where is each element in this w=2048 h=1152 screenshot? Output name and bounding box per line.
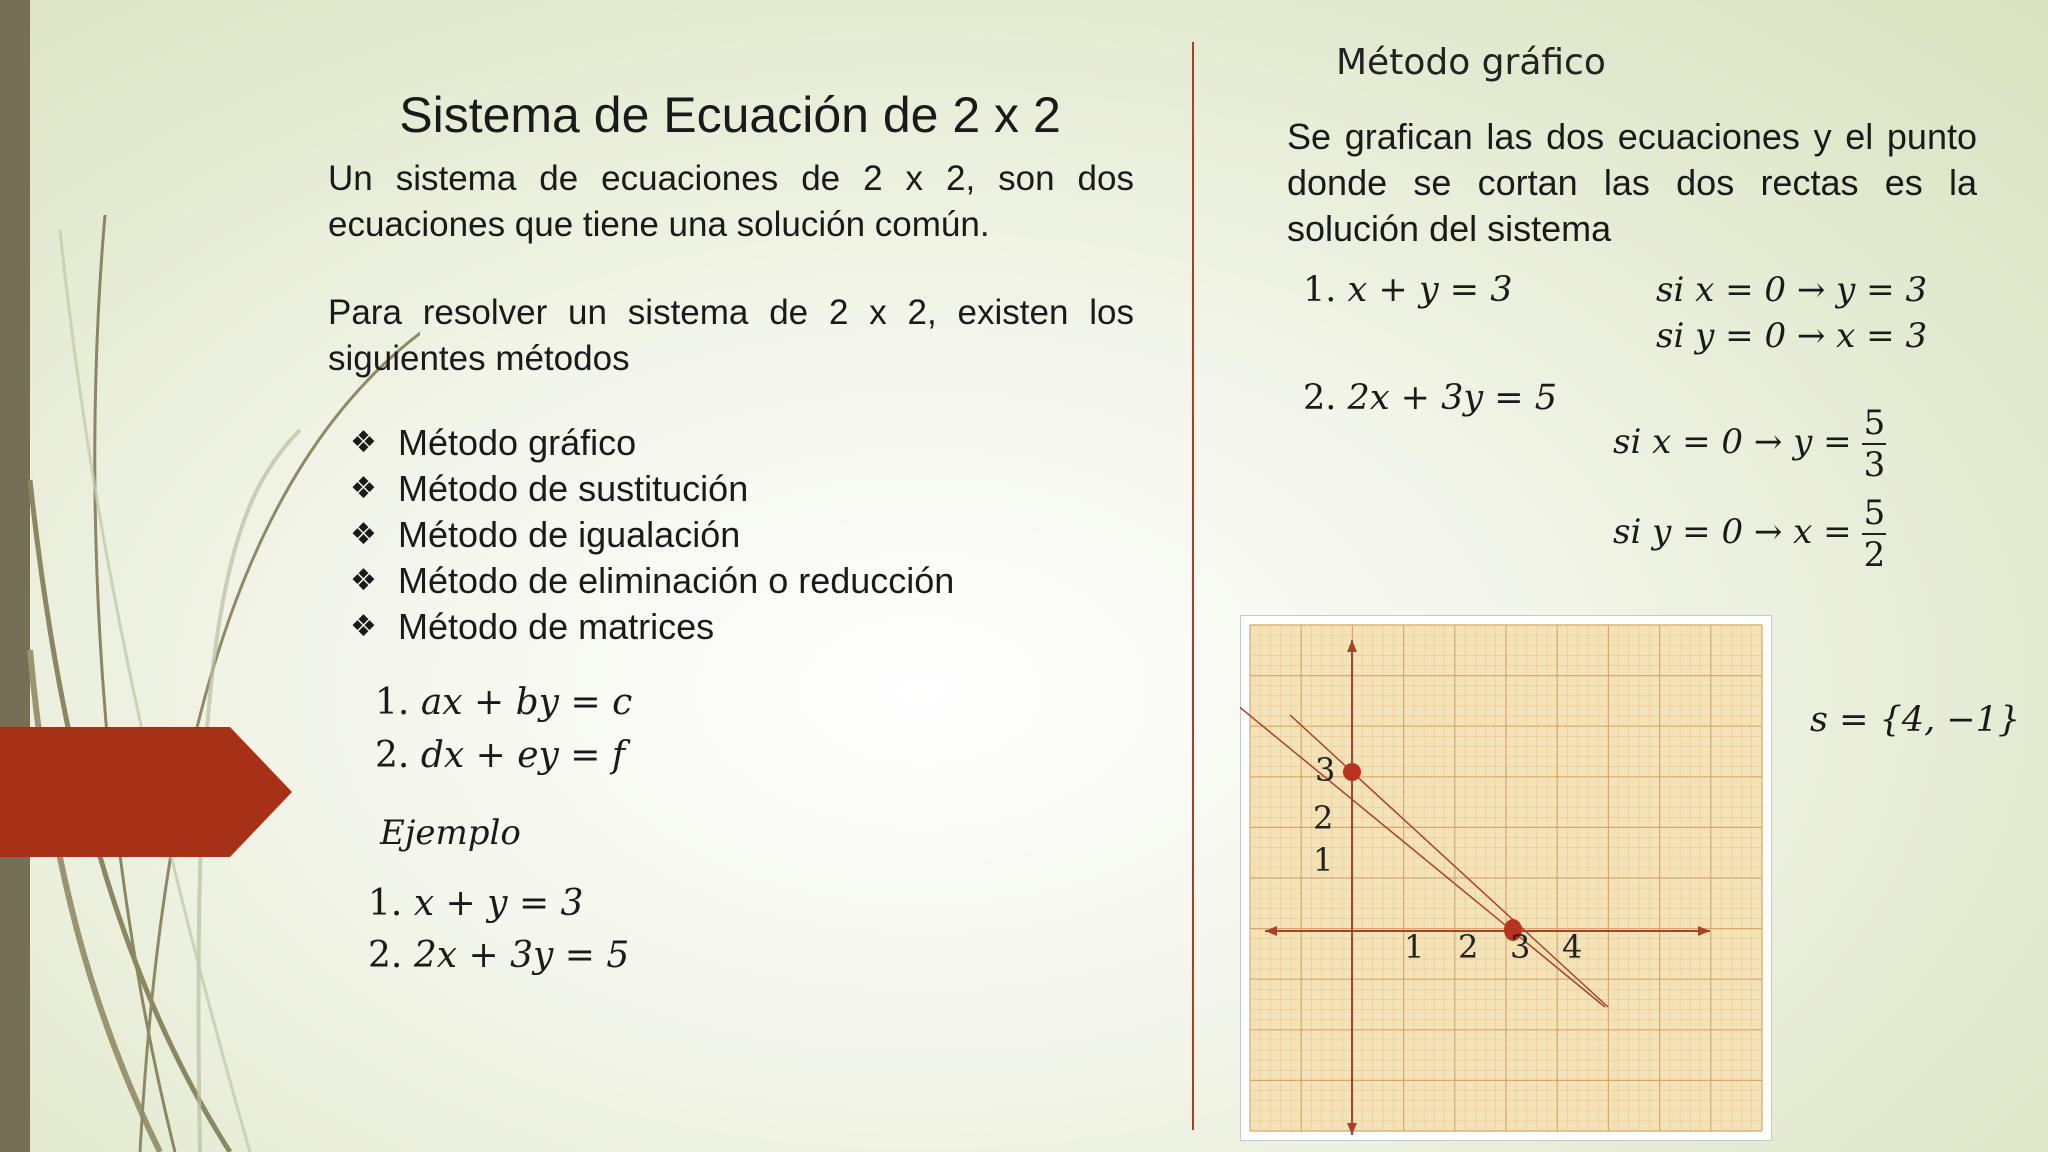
eq1-case-y0: si y = 0 → x = 3 bbox=[1656, 316, 1928, 356]
fraction: $\frac{5}{3}$ bbox=[1863, 403, 1886, 485]
eq2-case-y0: si y = 0 → x = $\frac{5}{2}$ bbox=[1613, 493, 1886, 575]
bullet-diamond-icon: ❖ bbox=[350, 609, 377, 644]
graphic-method-title: Método gráfico bbox=[1336, 42, 1606, 83]
bullet-diamond-icon: ❖ bbox=[350, 425, 377, 460]
intro-paragraph: Un sistema de ecuaciones de 2 x 2, son dos ecuaciones que tiene una solución común. bbox=[328, 159, 1134, 244]
point-marker bbox=[1343, 763, 1361, 781]
method-label: Método de igualación bbox=[398, 514, 741, 555]
general-equation-2: 2. dx + ey = f bbox=[375, 735, 626, 776]
methods-intro-paragraph: Para resolver un sistema de 2 x 2, existen los siguientes métodos bbox=[328, 293, 1134, 378]
x-tick-label: 1 bbox=[1404, 928, 1425, 966]
column-separator bbox=[1192, 42, 1194, 1130]
bullet-diamond-icon: ❖ bbox=[350, 563, 377, 598]
method-item bbox=[350, 604, 954, 650]
method-item bbox=[350, 466, 954, 512]
example-equation-1: 1. x + y = 3 bbox=[368, 883, 584, 924]
method-label: Método de sustitución bbox=[398, 468, 749, 509]
eq2-case-x0: si x = 0 → y = $\frac{5}{3}$ bbox=[1613, 403, 1886, 485]
method-label: Método de matrices bbox=[398, 606, 715, 647]
y-tick-label: 1 bbox=[1313, 841, 1334, 879]
right-equation-2: 2. 2x + 3y = 5 bbox=[1303, 378, 1558, 418]
y-tick-label: 2 bbox=[1313, 799, 1334, 837]
graph-paper-plot bbox=[1240, 615, 1772, 1141]
bullet-diamond-icon: ❖ bbox=[350, 517, 377, 552]
methods-list bbox=[350, 420, 954, 650]
method-label: Método gráfico bbox=[398, 422, 637, 463]
arrow-fill bbox=[0, 727, 292, 857]
right-equation-1: 1. x + y = 3 bbox=[1303, 270, 1513, 310]
method-item bbox=[350, 558, 954, 604]
bullet-diamond-icon: ❖ bbox=[350, 471, 377, 506]
y-tick-label: 3 bbox=[1315, 751, 1336, 789]
slide-title: Sistema de Ecuación de 2 x 2 bbox=[399, 86, 1061, 143]
method-item bbox=[350, 420, 954, 466]
fraction: $\frac{5}{2}$ bbox=[1863, 493, 1886, 575]
general-equation-1: 1. ax + by = c bbox=[375, 682, 633, 723]
x-tick-label: 2 bbox=[1458, 928, 1479, 966]
x-tick-label: 4 bbox=[1562, 928, 1583, 966]
red-arrow-shape bbox=[0, 727, 300, 857]
eq1-case-x0: si x = 0 → y = 3 bbox=[1656, 270, 1928, 310]
solution-set: s = {4, −1} bbox=[1810, 700, 2021, 740]
x-tick-label: 3 bbox=[1510, 928, 1531, 966]
example-label: Ejemplo bbox=[380, 813, 521, 853]
example-equation-2: 2. 2x + 3y = 5 bbox=[368, 935, 630, 976]
method-label: Método de eliminación o reducción bbox=[398, 560, 955, 601]
method-item bbox=[350, 512, 954, 558]
graphic-method-description: Se grafican las dos ecuaciones y el punto donde se cortan las dos rectas es la solución del sistema bbox=[1287, 116, 1977, 249]
